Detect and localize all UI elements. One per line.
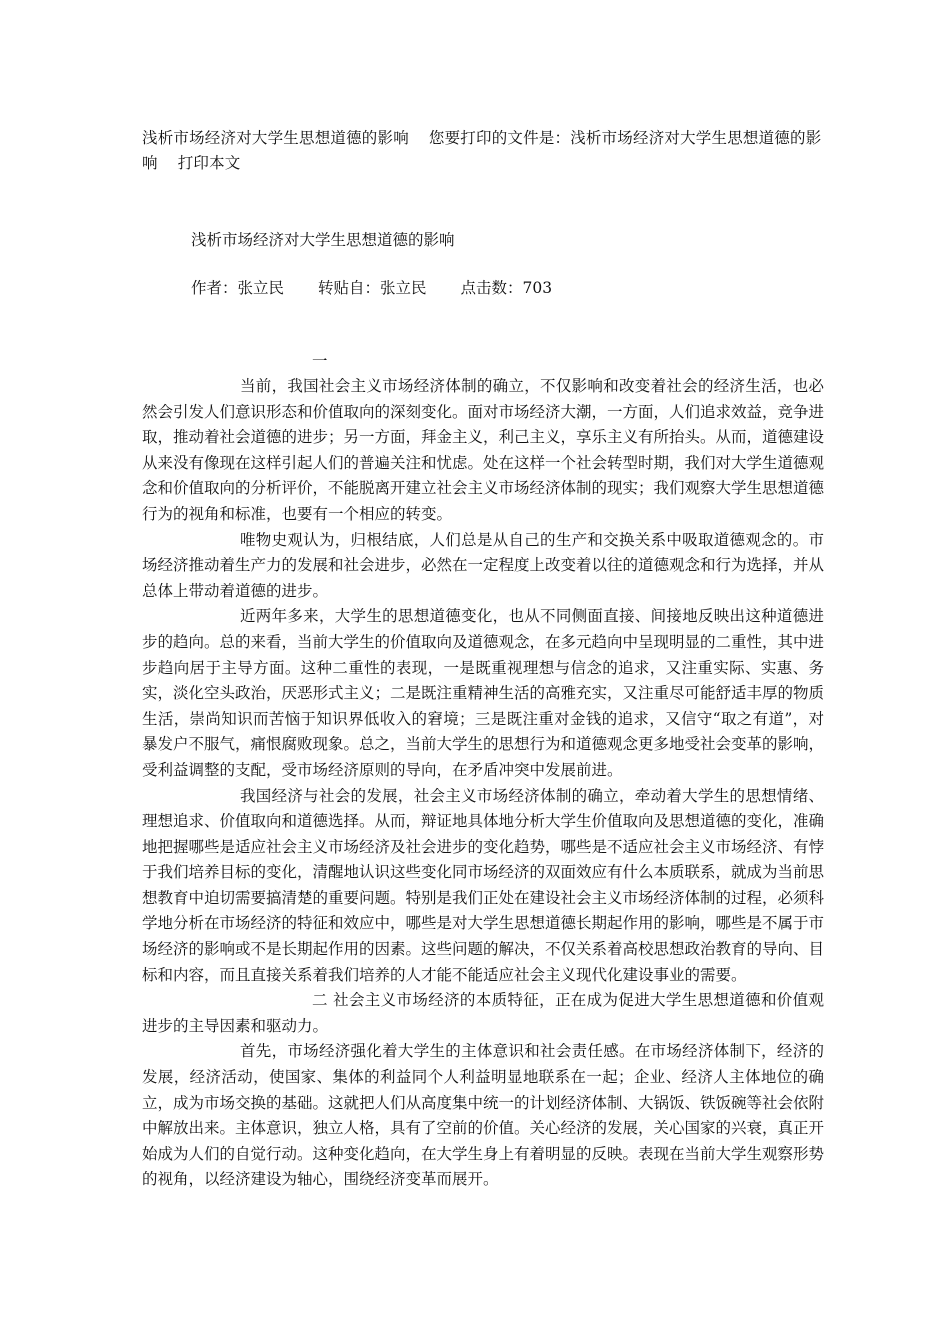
header-title: 浅析市场经济对大学生思想道德的影响 — [142, 129, 409, 147]
byline — [191, 277, 552, 299]
article-body — [142, 374, 824, 1193]
paragraph: 我国经济与社会的发展，社会主义市场经济体制的确立，牵动着大学生的思想情绪、理想追求、价值取向和道德选择。从而，辩证地具体地分析大学生价值取向及思想道德的变化，准确地把握哪些是适应社会主义市场经济及社会进步的变化趋势，哪些是不适应社会主义市场经济、有悖于我们培养目标的变化，清醒地认识这些变化同市场经济的双面效应有什么本质联系，就成为当前思想教育中迫切需要搞清楚的重要问题。特别是我们正处在建设社会主义市场经济体制的过程，必须科学地分析在市场经济的特征和效应中，哪些是对大学生思想道德长期起作用的影响，哪些是不属于市场经济的影响或不是长期起作用的因素。这些问题的解决，不仅关系着高校思想政治教育的导向、目标和内容，而且直接关系着我们培养的人才能不能适应社会主义现代化建设事业的需要。 — [142, 786, 825, 984]
paragraph: 近两年多来，大学生的思想道德变化，也从不同侧面直接、间接地反映出这种道德进步的趋向。总的来看，当前大学生的价值取向及道德观念，在多元趋向中呈现明显的二重性，其中进步趋向居于主导方面。这种二重性的表现，一是既重视理想与信念的追求，又注重实际、实惠、务实，淡化空头政治，厌恶形式主义；二是既注重精神生活的高雅充实，又注重尽可能舒适丰厚的物质生活，崇尚知识而苦恼于知识界低收入的窘境；三是既注重对金钱的追求，又信守“取之有道”，对暴发户不服气，痛恨腐败现象。总之，当前大学生的思想行为和道德观念更多地受社会变革的影响，受利益调整的支配，受市场经济原则的导向，在矛盾冲突中发展前进。 — [142, 607, 825, 779]
section-two-heading: 二 社会主义市场经济的本质特征，正在成为促进大学生思想道德和价值观进步的主导因素和驱动力。 — [142, 991, 824, 1035]
author: 作者：张立民 — [191, 279, 285, 297]
hit-count: 点击数：703 — [460, 279, 553, 297]
paragraph: 唯物史观认为，归根结底，人们总是从自己的生产和交换关系中吸取道德观念的。市场经济推动着生产力的发展和社会进步，必然在一定程度上改变着以往的道德观念和行为选择，并从总体上带动着道德的进步。 — [142, 530, 825, 600]
source: 转贴自：张立民 — [318, 279, 427, 297]
print-notice: 您要打印的文件是：浅析市场经济对大学生思想道德的影响 — [142, 129, 822, 172]
print-header — [142, 126, 822, 176]
paragraph: 当前，我国社会主义市场经济体制的确立，不仅影响和改变着社会的经济生活，也必然会引发人们意识形态和价值取向的深刻变化。面对市场经济大潮，一方面，人们追求效益，竞争进取，推动着社会道德的进步；另一方面，拜金主义，利己主义，享乐主义有所抬头。从而，道德建设从来没有像现在这样引起人们的普遍关注和忧虑。处在这样一个社会转型时期，我们对大学生道德观念和价值取向的分析评价，不能脱离开建立社会主义市场经济体制的现实；我们观察大学生思想道德行为的视角和标准，也要有一个相应的转变。 — [142, 377, 825, 523]
print-link[interactable]: 打印本文 — [177, 154, 241, 172]
article-title: 浅析市场经济对大学生思想道德的影响 — [191, 231, 455, 249]
paragraph: 首先，市场经济强化着大学生的主体意识和社会责任感。在市场经济体制下，经济的发展，经济活动，使国家、集体的利益同个人利益明显地联系在一起；企业、经济人主体地位的确立，成为市场交换的基础。这就把人们从高度集中统一的计划经济体制、大锅饭、铁饭碗等社会依附中解放出来。主体意识，独立人格，具有了空前的价值。关心经济的发展，关心国家的兴衰，真正开始成为人们的自觉行动。这种变化趋向，在大学生身上有着明显的反映。表现在当前大学生观察形势的视角，以经济建设为轴心，围绕经济变革而展开。 — [142, 1042, 825, 1189]
section-one-marker: 一 — [312, 352, 328, 370]
